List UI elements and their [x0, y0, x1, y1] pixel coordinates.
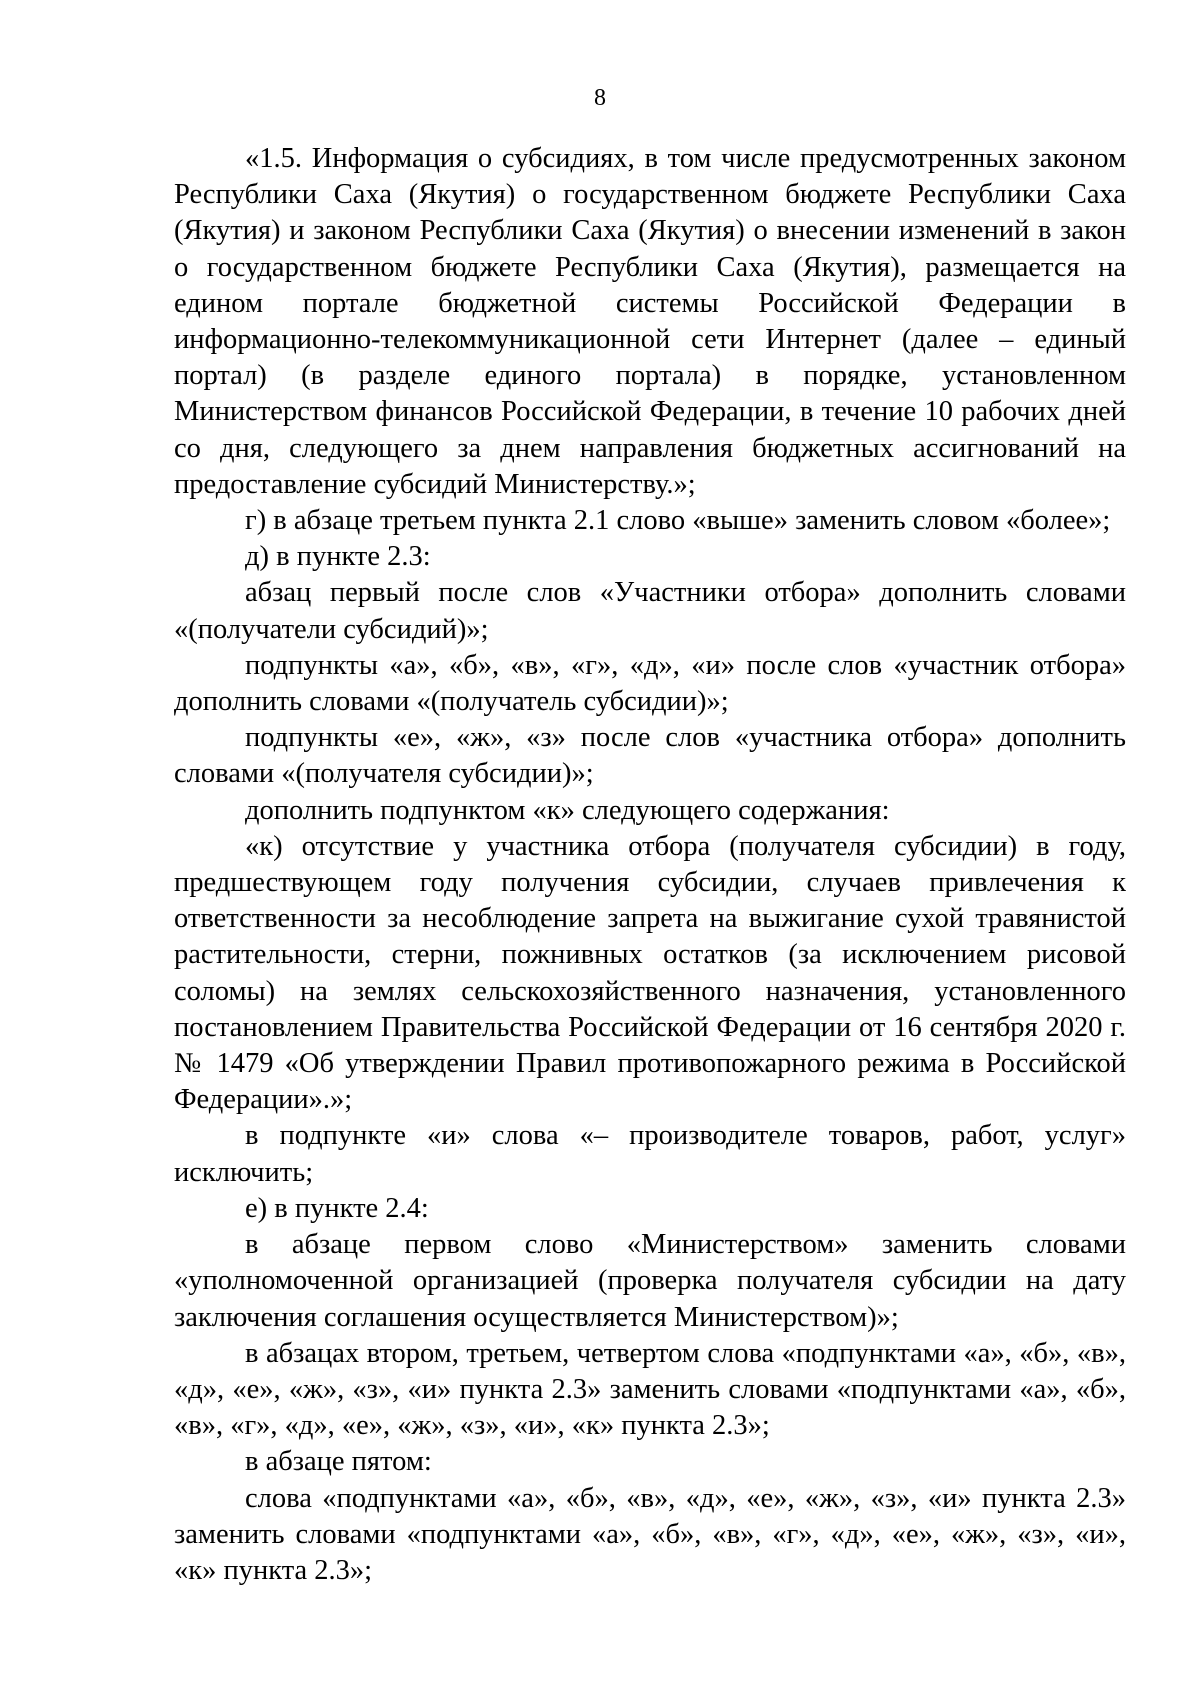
paragraph-first-abzac-2-4: в абзаце первом слово «Министерством» заменить словами «уполномоченной организацией (проверка получателя субсидии на дату заключения соглашения осуществляется Министерством)»; — [174, 1229, 1126, 1333]
paragraph-item-e: е) в пункте 2.4: — [245, 1192, 429, 1224]
paragraph-first-abzac: абзац первый после слов «Участники отбора» дополнить словами «(получатели субсидий)»; — [174, 577, 1126, 645]
paragraph-abzacs-2-3-4: в абзацах втором, третьем, четвертом слова «подпунктами «а», «б», «в», «д», «е», «ж», «з», «и» пункта 2.3» заменить словами «подпунктами «а», «б», «в», «г», «д», «е», «ж», «з», «и», «к» пункта 2.3»; — [174, 1337, 1126, 1442]
paragraph-item-g: г) в абзаце третьем пункта 2.1 слово «выше» заменить словом «более»; — [245, 505, 1111, 537]
paragraph-subitem-k-text: «к) отсутствие у участника отбора (получателя субсидии) в году, предшествующем году получения субсидии, случаев привлечения к ответственности за несоблюдение запрета на выжигание сухой травянистой растительности, стерни, пожнивных остатков (за исключением рисовой соломы) на землях сельскохозяйственного назначения, установленного постановлением Правительства Российской Федерации от 16 сентября 2020 г. № 1479 «Об утверждении Правил противопожарного режима в Российской Федерации».»; — [174, 830, 1126, 1116]
paragraph-subitems-abvgdi: подпункты «а», «б», «в», «г», «д», «и» после слов «участник отбора» дополнить словами «(получатель субсидии)»; — [174, 649, 1126, 718]
paragraph-item-d: д) в пункте 2.3: — [245, 541, 431, 573]
page-number: 8 — [594, 85, 606, 111]
document-body — [174, 141, 1126, 1589]
paragraph-subitems-ezhz: подпункты «е», «ж», «з» после слов «участника отбора» дополнить словами «(получателя субсидии)»; — [174, 722, 1126, 790]
paragraph-add-subitem-k: дополнить подпунктом «к» следующего содержания: — [245, 794, 890, 826]
paragraph-info-subsidies: «1.5. Информация о субсидиях, в том числе предусмотренных законом Республики Саха (Якутия) о государственном бюджете Республики Саха (Якутия) и законом Республики Саха (Якутия) о внесении изменений в закон о государственном бюджете Республики Саха (Якутия), размещается на едином портале бюджетной системы Российской Федерации в информационно-телекоммуникационной сети Интернет (далее – единый портал) (в разделе единого портала) в порядке, установленном Министерством финансов Российской Федерации, в течение 10 рабочих дней со дня, следующего за днем направления бюджетных ассигнований на предоставление субсидий Министерству.»; — [174, 143, 1126, 500]
paragraph-abzac-5-words: слова «подпунктами «а», «б», «в», «д», «е», «ж», «з», «и» пункта 2.3» заменить словами «подпунктами «а», «б», «в», «г», «д», «е», «ж», «з», «и», «к» пункта 2.3»; — [174, 1482, 1126, 1586]
paragraph-abzac-5: в абзаце пятом: — [245, 1446, 432, 1478]
paragraph-subitem-i: в подпункте «и» слова «– производителе товаров, работ, услуг» исключить; — [174, 1120, 1126, 1188]
